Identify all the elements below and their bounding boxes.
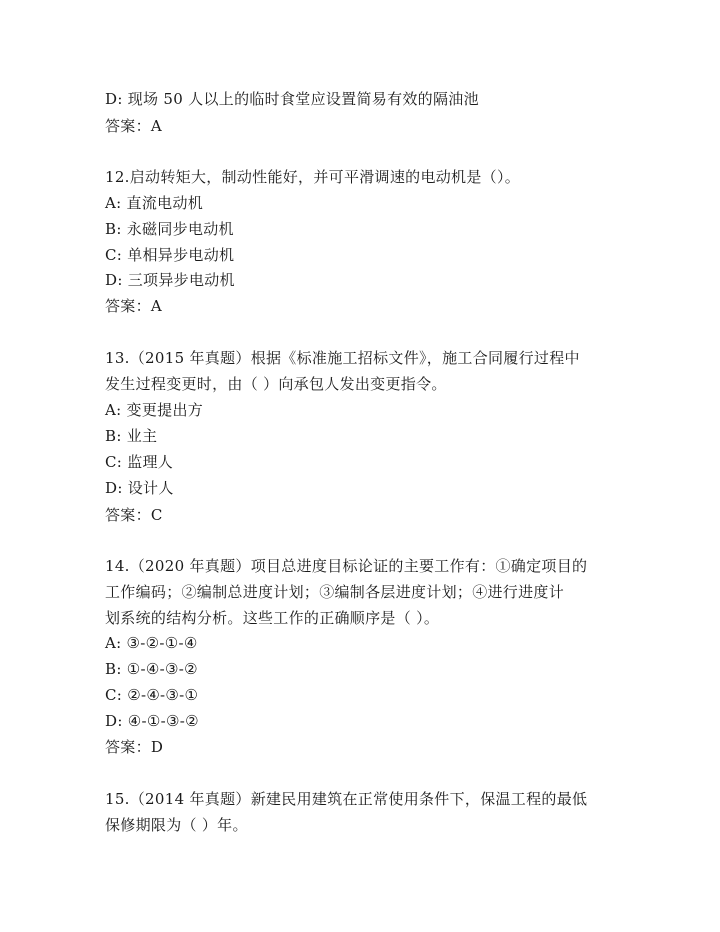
q12-option-a: A: 直流电动机 <box>105 194 204 212</box>
q14-stem-line-1: 14.（2020 年真题）项目总进度目标论证的主要工作有：①确定项目的 <box>105 557 588 575</box>
q13-option-d: D: 设计人 <box>105 479 174 497</box>
q14-option-c: C: ②-④-③-① <box>105 686 199 704</box>
q12-answer: 答案：A <box>105 297 163 315</box>
q14-answer: 答案：D <box>105 738 164 756</box>
q11-option-d: D: 现场 50 人以上的临时食堂应设置简易有效的隔油池 <box>105 90 479 108</box>
q12-option-c: C: 单相异步电动机 <box>105 246 235 264</box>
q13-stem-line-2: 发生过程变更时，由（ ）向承包人发出变更指令。 <box>105 375 447 393</box>
q14-option-b: B: ①-④-③-② <box>105 660 198 678</box>
q15-stem-line-1: 15.（2014 年真题）新建民用建筑在正常使用条件下，保温工程的最低 <box>105 790 588 808</box>
q13-stem-line-1: 13.（2015 年真题）根据《标准施工招标文件》，施工合同履行过程中 <box>105 349 580 367</box>
q12-option-b: B: 永磁同步电动机 <box>105 220 234 238</box>
q14-stem-line-3: 划系统的结构分析。这些工作的正确顺序是（ ）。 <box>105 609 440 627</box>
q15-stem-line-2: 保修期限为（ ）年。 <box>105 816 248 834</box>
q12-stem: 12.启动转矩大，制动性能好，并可平滑调速的电动机是（）。 <box>105 168 521 186</box>
q14-stem-line-2: 工作编码；②编制总进度计划；③编制各层进度计划；④进行进度计 <box>105 583 565 601</box>
q13-option-c: C: 监理人 <box>105 453 174 471</box>
q14-option-a: A: ③-②-①-④ <box>105 634 198 652</box>
q13-option-a: A: 变更提出方 <box>105 401 204 419</box>
q13-option-b: B: 业主 <box>105 427 158 445</box>
q13-answer: 答案：C <box>105 506 163 524</box>
q12-option-d: D: 三项异步电动机 <box>105 271 235 289</box>
q11-answer: 答案：A <box>105 117 163 135</box>
q14-option-d: D: ④-①-③-② <box>105 712 199 730</box>
